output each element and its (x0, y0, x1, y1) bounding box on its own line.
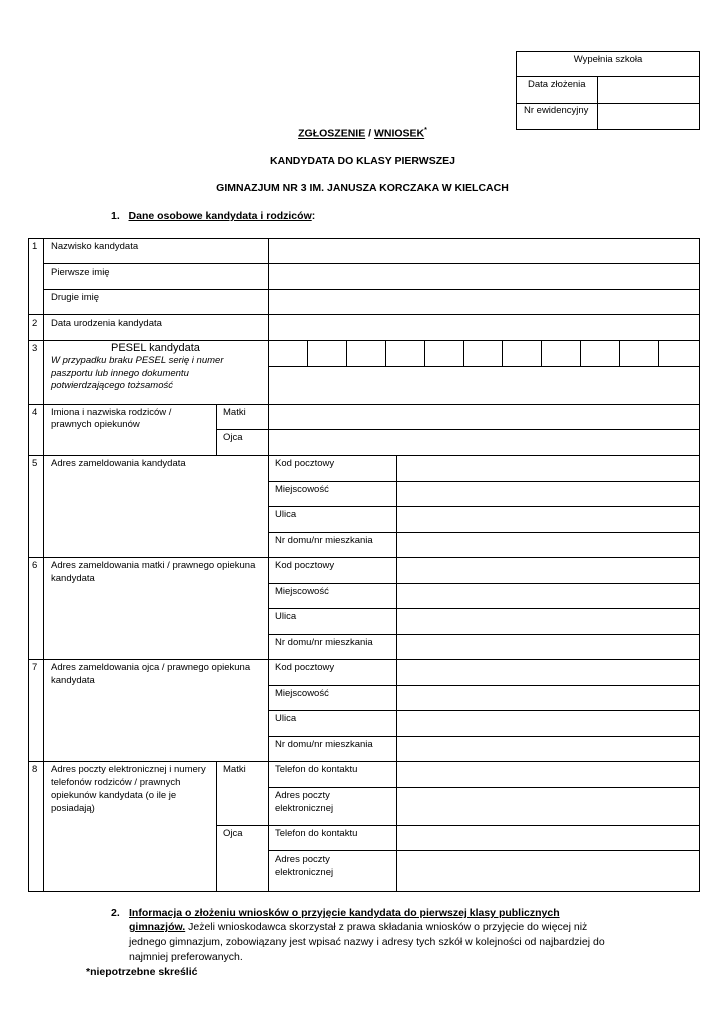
mother-address-label-line-1: Adres zameldowania matki / prawnego opiekuna (51, 560, 256, 571)
candidate-street-field[interactable] (397, 507, 699, 531)
birth-date-field[interactable] (269, 315, 699, 339)
father-postal-code-field[interactable] (397, 660, 699, 684)
school-name: GIMNAZJUM NR 3 IM. JANUSZA KORCZAKA W KIELCACH (216, 182, 509, 194)
surname-field[interactable] (269, 239, 699, 263)
first-name-field[interactable] (269, 264, 699, 288)
mother-address-label-line-2: kandydata (51, 573, 95, 584)
mother-house-number-field[interactable] (397, 635, 699, 658)
candidate-postal-code-field[interactable] (397, 456, 699, 480)
father-contact-label: Ojca (223, 828, 243, 839)
father-address-label-line-1: Adres zameldowania ojca / prawnego opiekuna (51, 662, 251, 673)
surname-label: Nazwisko kandydata (51, 241, 139, 252)
pesel-label: PESEL kandydata (111, 342, 200, 354)
mother-email-field[interactable] (397, 788, 699, 824)
father-street-field[interactable] (397, 711, 699, 735)
mother-label: Matki (223, 407, 246, 418)
city-label: Miejscowość (275, 688, 329, 699)
father-city-field[interactable] (397, 686, 699, 709)
email-label-line-1: Adres poczty (275, 790, 330, 801)
mother-street-field[interactable] (397, 609, 699, 633)
section-2-text-line-3: najmniej preferowanych. (129, 951, 243, 963)
row-number-1: 1 (32, 241, 38, 252)
title-wniosek[interactable]: WNIOSEK (373, 127, 425, 140)
row-number-3: 3 (32, 343, 38, 354)
parents-label-line-2: prawnych opiekunów (51, 419, 140, 430)
street-label: Ulica (275, 509, 297, 520)
registry-number-label: Nr ewidencyjny (524, 105, 589, 116)
pesel-note-line-1: W przypadku braku PESEL serię i numer (51, 355, 224, 366)
city-label: Miejscowość (275, 484, 329, 495)
street-label: Ulica (275, 611, 297, 622)
house-number-label: Nr domu/nr mieszkania (275, 535, 373, 546)
candidate-address-label: Adres zameldowania kandydata (51, 458, 186, 469)
registry-number-field[interactable] (598, 104, 699, 129)
birth-date-label: Data urodzenia kandydata (51, 318, 162, 329)
mother-city-field[interactable] (397, 584, 699, 607)
father-phone-field[interactable] (397, 826, 699, 849)
contact-label-line-4: posiadają) (51, 803, 95, 814)
row-number-6: 6 (32, 560, 38, 571)
city-label: Miejscowość (275, 586, 329, 597)
footnote: *niepotrzebne skreślić (86, 966, 198, 978)
email-label-line-2: elektronicznej (275, 867, 334, 878)
row-number-8: 8 (32, 764, 38, 775)
passport-document-field[interactable] (269, 367, 699, 403)
section-2-text-line-2: jednego gimnazjum, zobowiązany jest wpisać nazwy i adresy tych szkół w kolejności od najbardziej do (129, 936, 605, 948)
row-number-5: 5 (32, 458, 38, 469)
mother-phone-field[interactable] (397, 762, 699, 786)
contact-label-line-2: telefonów rodziców / prawnych (51, 777, 181, 788)
row-number-7: 7 (32, 662, 38, 673)
email-label-line-2: elektronicznej (275, 803, 334, 814)
candidate-city-field[interactable] (397, 482, 699, 505)
pesel-note-line-3: potwierdzającego tożsamość (51, 380, 173, 391)
second-name-field[interactable] (269, 290, 699, 314)
father-house-number-field[interactable] (397, 737, 699, 760)
submission-date-field[interactable] (598, 77, 699, 102)
mother-postal-code-field[interactable] (397, 558, 699, 582)
row-number-4: 4 (32, 407, 38, 418)
first-name-label: Pierwsze imię (51, 267, 110, 278)
mother-contact-label: Matki (223, 764, 246, 775)
pesel-digit-boxes[interactable] (269, 341, 699, 365)
father-label: Ojca (223, 432, 243, 443)
candidate-house-number-field[interactable] (397, 533, 699, 556)
contact-label-line-1: Adres poczty elektronicznej i numery (51, 764, 206, 775)
father-email-field[interactable] (397, 851, 699, 891)
father-name-field[interactable] (269, 430, 699, 454)
email-label-line-1: Adres poczty (275, 854, 330, 865)
contact-label-line-3: opiekunów kandydata (o ile je (51, 790, 177, 801)
mother-name-field[interactable] (269, 405, 699, 428)
street-label: Ulica (275, 713, 297, 724)
father-address-label-line-2: kandydata (51, 675, 95, 686)
row-number-2: 2 (32, 318, 38, 329)
postal-code-label: Kod pocztowy (275, 560, 335, 571)
house-number-label: Nr domu/nr mieszkania (275, 637, 373, 648)
second-name-label: Drugie imię (51, 292, 100, 303)
school-use-header: Wypełnia szkoła (573, 54, 643, 65)
postal-code-label: Kod pocztowy (275, 458, 335, 469)
postal-code-label: Kod pocztowy (275, 662, 335, 673)
section-2-number: 2. (111, 907, 120, 919)
parents-label-line-1: Imiona i nazwiska rodziców / (51, 407, 172, 418)
submission-date-label: Data złożenia (528, 79, 586, 90)
phone-label: Telefon do kontaktu (275, 764, 358, 775)
phone-label: Telefon do kontaktu (275, 828, 358, 839)
form-subtitle: KANDYDATA DO KLASY PIERWSZEJ (270, 155, 455, 167)
section-2-heading-line-1: Informacja o złożeniu wniosków o przyjęcie kandydata do pierwszej klasy publicznych (129, 907, 560, 919)
pesel-note-line-2: paszportu lub innego dokumentu (51, 368, 189, 379)
section-2-text-line-1: gimnazjów. Jeżeli wnioskodawca skorzystał z prawa składania wniosków o przyjęcie do więcej niż (129, 921, 588, 933)
form-title: ZGŁOSZENIE / WNIOSEK* (298, 127, 427, 140)
section-1-heading: 1. Dane osobowe kandydata i rodziców: (111, 210, 316, 222)
title-zgloszenie[interactable]: ZGŁOSZENIE (298, 127, 366, 140)
house-number-label: Nr domu/nr mieszkania (275, 739, 373, 750)
